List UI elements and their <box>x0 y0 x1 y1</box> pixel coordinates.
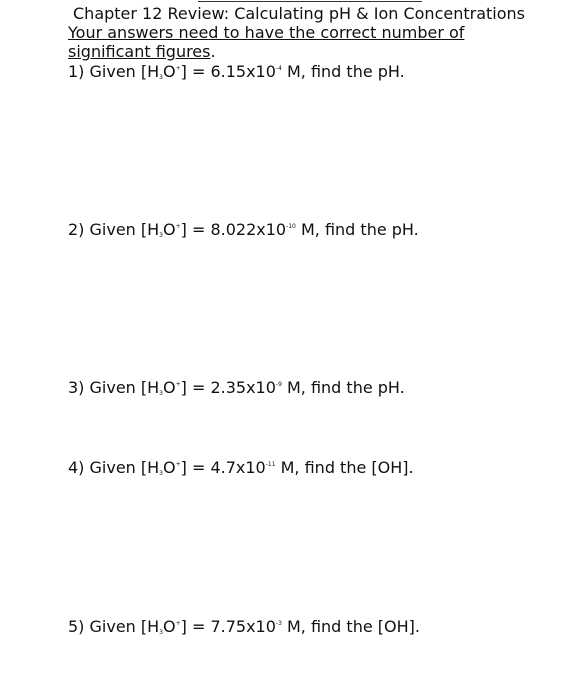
question-formula: O <box>163 62 176 81</box>
question-given: Given [H <box>89 458 160 477</box>
question-given: Given [H <box>89 617 160 636</box>
charge-superscript: + <box>175 381 181 388</box>
question-4 <box>68 458 414 478</box>
top-rule-divider <box>198 1 422 2</box>
instruction-sig-figs: significant figures <box>68 42 211 61</box>
question-given: Given [H <box>89 220 160 239</box>
question-formula: O <box>163 617 176 636</box>
question-formula: O <box>163 378 176 397</box>
question-task: M, find the pH. <box>281 62 405 81</box>
subscript: 3 <box>159 390 163 397</box>
instruction-line-1 <box>68 23 464 43</box>
question-number: 3) <box>68 378 85 397</box>
question-value: ] = 2.35x10 <box>180 378 276 397</box>
subscript: 3 <box>159 232 163 239</box>
charge-superscript: + <box>175 461 181 468</box>
subscript: 3 <box>159 629 163 636</box>
instruction-period: . <box>210 42 216 61</box>
instruction-line-2 <box>68 42 216 62</box>
question-task: M, find the pH. <box>295 220 419 239</box>
question-given: Given [H <box>89 378 160 397</box>
question-given: Given [H <box>89 62 160 81</box>
page-title: Chapter 12 Review: Calculating pH & Ion Concentrations <box>73 4 525 23</box>
question-value: ] = 6.15x10 <box>180 62 276 81</box>
question-value: ] = 8.022x10 <box>180 220 287 239</box>
question-value: ] = 4.7x10 <box>180 458 266 477</box>
question-formula: O <box>163 458 176 477</box>
question-task: M, find the pH. <box>281 378 405 397</box>
exponent-superscript: -4 <box>275 65 282 72</box>
question-value: ] = 7.75x10 <box>180 617 276 636</box>
question-3 <box>68 378 405 398</box>
question-5 <box>68 617 420 637</box>
question-formula: O <box>163 220 176 239</box>
question-task: M, find the [OH]. <box>275 458 414 477</box>
subscript: 3 <box>159 74 163 81</box>
question-1 <box>68 62 405 82</box>
exponent-superscript: -11 <box>265 461 276 468</box>
charge-superscript: + <box>175 620 181 627</box>
question-task: M, find the [OH]. <box>281 617 420 636</box>
charge-superscript: + <box>175 223 181 230</box>
exponent-superscript: -9 <box>275 381 282 388</box>
subscript: 3 <box>159 470 163 477</box>
question-2 <box>68 220 419 240</box>
exponent-superscript: -10 <box>286 223 296 230</box>
question-number: 5) <box>68 617 85 636</box>
exponent-superscript: -3 <box>275 620 282 627</box>
charge-superscript: + <box>175 65 181 72</box>
question-number: 2) <box>68 220 85 239</box>
question-number: 4) <box>68 458 85 477</box>
question-number: 1) <box>68 62 85 81</box>
instruction-text-underlined: Your answers need to have the correct number of <box>68 23 465 42</box>
